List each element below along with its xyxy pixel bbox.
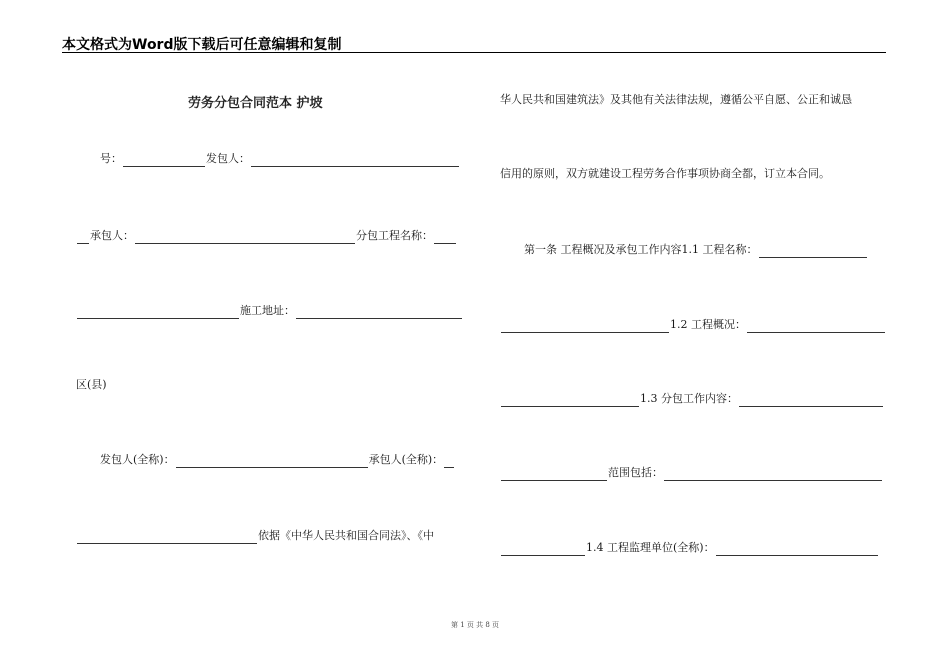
left-line-4 [76, 377, 107, 393]
header-title: 本文格式为Word版下载后可任意编辑和复制 [62, 37, 342, 53]
blank-field [759, 246, 867, 258]
blank-field [434, 232, 456, 244]
blank-field [176, 456, 368, 468]
right-line-5 [500, 391, 884, 407]
right-line-6 [500, 465, 883, 481]
left-line-3 [76, 303, 463, 319]
blank-field [251, 155, 459, 167]
label-subcontract-name: 分包工程名称： [356, 229, 433, 242]
left-line-5 [100, 452, 455, 468]
page-footer: 第 1 页 共 8 页 [450, 621, 500, 629]
blank-field [747, 321, 885, 333]
blank-field [664, 469, 882, 481]
left-line-6 [76, 528, 434, 544]
label-supervisor-unit: 1.4 工程监理单位(全称)： [586, 541, 715, 554]
blank-field [501, 544, 585, 556]
right-line-3 [524, 242, 868, 258]
label-number: 号： [100, 152, 122, 165]
label-contractor: 承包人： [90, 229, 134, 242]
blank-field [296, 307, 462, 319]
blank-field [501, 321, 669, 333]
blank-field [716, 544, 878, 556]
text-according-to: 依据《中华人民共和国合同法》、《中 [258, 529, 434, 542]
label-work-content: 1.3 分包工作内容： [640, 392, 738, 405]
blank-field [77, 532, 257, 544]
document-title: 劳务分包合同范本 护坡 [188, 96, 323, 111]
label-scope: 范围包括： [608, 466, 663, 479]
right-line-2 [500, 166, 830, 182]
right-line-4 [500, 317, 886, 333]
page-header [62, 32, 886, 53]
blank-field [123, 155, 205, 167]
left-line-1 [100, 151, 460, 167]
blank-field [135, 232, 355, 244]
label-contractor-full: 承包人(全称)： [368, 453, 444, 466]
label-employer-full: 发包人(全称)： [100, 453, 175, 466]
blank-field [739, 395, 883, 407]
text-paragraph-1: 华人民共和国建筑法》及其他有关法律法规，遵循公平自愿、公正和诚恳 [500, 93, 852, 106]
blank-field [501, 469, 607, 481]
left-line-2 [76, 228, 457, 244]
label-employer: 发包人： [206, 152, 250, 165]
blank-field [77, 232, 89, 244]
label-project-overview: 1.2 工程概况： [670, 318, 746, 331]
label-site-address: 施工地址： [240, 304, 295, 317]
blank-field [444, 456, 454, 468]
label-district: 区(县) [76, 378, 107, 391]
right-line-1 [500, 92, 852, 108]
label-project-name: 第一条 工程概况及承包工作内容1.1 工程名称： [524, 243, 758, 256]
right-line-7 [500, 540, 879, 556]
blank-field [77, 307, 239, 319]
blank-field [501, 395, 639, 407]
text-paragraph-2: 信用的原则，双方就建设工程劳务合作事项协商全都，订立本合同。 [500, 167, 830, 180]
